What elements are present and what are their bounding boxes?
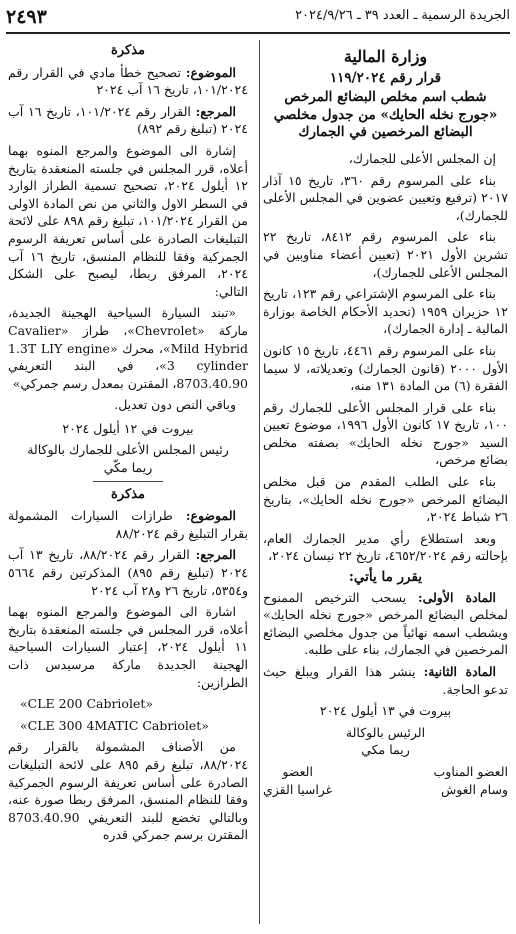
note-1-subject xyxy=(8,64,248,99)
alt-member-signature xyxy=(434,763,508,798)
column-divider xyxy=(259,40,260,924)
note-2-ref-text: القرار رقم ٨٨/٢٠٢٤، تاريخ ١٣ آب ٢٠٢٤ (تبليغ رقم ٨٩٥) المذكرتين رقم ٥٦٦٤ و٥٣٥٤، تاريخ ٢٦ و٢٨ آب ٢٠٢٤ xyxy=(8,547,248,598)
preamble-2: بناء على المرسوم رقم ٨٤١٢، تاريخ ٢٢ تشرين الأول ٢٠٢١ (تعيين أعضاء مناوبين في المجلس الأعلى للجمارك)، xyxy=(263,229,508,280)
preamble-7: وبعد استطلاع رأي مدير الجمارك العام، بإحالته رقم ٤٦٥٢/٢٠٢٤، تاريخ ٢٢ نيسان ٢٠٢٤، xyxy=(263,530,508,564)
left-column xyxy=(8,38,248,848)
note-1-quote: «تبند السيارة السياحية الهجينة الجديدة، ماركة «Chevrolet»، طراز «Cavalier Mild Hybrid»، محرك «1.3T LIY engine 3 cylinder»، في البند التعريفي 8703.40.90، المقترن بمعدل رسم جمركي» xyxy=(8,305,248,391)
member-name: غراسيا القزي xyxy=(263,781,333,797)
article-1-label: المادة الأولى: xyxy=(417,589,496,605)
note-2-tail: من الأصناف المشمولة بالقرار رقم ٨٨/٢٠٢٤، تبليغ رقم ٨٩٥ على لائحة التبليغات الصادرة على أساس تعريفة الرسوم الجمركية وفقا للنظام المنسق، المرفق ربطا صورة عنه، وبالتالي تخضع للبند التعريفي 8703.40.90 المقترن برسم جمركي قدره xyxy=(8,739,248,843)
note-1-subject-label: الموضوع: xyxy=(185,64,236,80)
running-title: الجريدة الرسمية ـ العدد ٣٩ ـ ٢٠٢٤/٩/٢٦ xyxy=(295,8,510,23)
decides-heading: يقرر ما يأتي: xyxy=(348,569,423,586)
preamble-3: بناء على المرسوم الإشتراعي رقم ١٢٣، تاريخ ١٢ حزيران ١٩٥٩ (تحديد الأحكام الخاصة بوزارة المالية ـ إدارة الجمارك)، xyxy=(263,286,508,337)
preamble-4: بناء على المرسوم رقم ٤٤٦١، تاريخ ١٥ كانون الأول ٢٠٠٠ (قانون الجمارك) وتعديلاته، لا سيما الفقرة (٦) من المادة ١٣١ منه، xyxy=(263,342,508,394)
decision-subject: شطب اسم مخلص البضائع المرخص «جورج نخله الحايك» من جدول مخلصي البضائع المرخصين في الجمارك xyxy=(273,89,498,141)
preamble-5: بناء على قرار المجلس الأعلى للجمارك رقم ١٠٠، تاريخ ١٧ كانون الأول ١٩٩٦، موضوع تعيين السيد «جورج نخله الحايك» بصفته مخلص بضائع مرخص، xyxy=(263,399,508,468)
decision-number: قرار رقم ١١٩/٢٠٢٤ xyxy=(329,69,442,86)
note-1-signer-name: ريما مكّي xyxy=(103,460,153,476)
page-number: ٢٤٩٣ xyxy=(6,6,47,28)
ministry-title: وزارة المالية xyxy=(343,47,428,66)
note-2-model-2: «CLE 300 4MATIC Cabriolet» xyxy=(20,717,209,733)
note-2-reference xyxy=(8,546,248,599)
note-2-ref-label: المرجع: xyxy=(195,547,236,563)
article-1 xyxy=(263,589,508,659)
note-2-subject-text: طرازات السيارات المشمولة بقرار التبليغ رقم ٨٨/٢٠٢٤ xyxy=(8,508,248,541)
article-2 xyxy=(263,663,508,698)
alt-member-name: وسام الغوش xyxy=(440,781,508,797)
note-1-ref-text: القرار رقم ١٠١/٢٠٢٤، تاريخ ١٦ آب ٢٠٢٤ (تبليغ رقم ٨٩٢) xyxy=(8,103,248,137)
note-2-subject xyxy=(8,507,248,542)
article-2-text: ينشر هذا القرار ويبلغ حيث تدعو الحاجة. xyxy=(263,664,508,697)
note-2-title: مذكرة xyxy=(111,486,145,502)
member-title: العضو xyxy=(282,763,313,779)
note-1-subject-text: تصحيح خطأ مادي في القرار رقم ١٠١/٢٠٢٤، تاريخ ١٦ آب ٢٠٢٤ xyxy=(8,64,248,98)
header-rule xyxy=(6,32,510,34)
article-2-label: المادة الثانية: xyxy=(423,664,496,679)
preamble-1: بناء على المرسوم رقم ٣٦٠، تاريخ ١٥ آذار ٢٠١٧ (ترفيع وتعيين عضوين في المجلس الأعلى للجمارك)، xyxy=(263,172,508,223)
note-1-reference xyxy=(8,103,248,138)
decision-date: بيروت في ١٣ أيلول ٢٠٢٤ xyxy=(319,703,452,719)
page-header xyxy=(6,6,510,32)
notes-separator xyxy=(93,481,163,482)
note-2-body: اشارة الى الموضوع والمرجع المنوه بهما أعلاه، قرر المجلس في جلسته المنعقدة بتاريخ ١١ أيلول ٢٠٢٤، إعتبار السيارات السياحية الهجينة الجديدة ماركة مرسيدس ذات الطرازين: xyxy=(8,604,249,690)
note-1-body: إشارة الى الموضوع والمرجع المنوه بهما أعلاه، قرر المجلس في جلسته المنعقدة بتاريخ ١٢ أيلول ٢٠٢٤، تصحيح تسمية الطراز الوارد في السطر الاول والثاني من نص المادة الاولى من القرار ١٠١/٢٠٢٤، تبليغ رقم ٨٩٨ على لائحة التبليغات الصادرة على أساس تعريفة الرسوم الجمركية وفقا للنظام المنسق، تاريخ ١٦ آب ٢٠٢٤، المرفق ربطا، ليصبح على الشكل التالي: xyxy=(8,142,249,299)
note-1-remainder: وباقي النص دون تعديل. xyxy=(114,397,236,413)
note-2-subject-label: الموضوع: xyxy=(185,508,236,524)
chair-title: الرئيس بالوكالة xyxy=(345,724,426,740)
right-column xyxy=(263,38,508,798)
note-2-model-1: «CLE 200 Cabriolet» xyxy=(20,696,154,712)
article-1-text: يسحب الترخيص الممنوح لمخلص البضائع المرخص «جورج نخله الحايك» ويشطب اسمه نهائياً من جدول مخلصي البضائع المرخصين في الجمارك، بناء على طلبه. xyxy=(263,589,508,658)
member-signature xyxy=(263,763,332,798)
note-1-date: بيروت في ١٢ أيلول ٢٠٢٤ xyxy=(62,420,194,436)
chair-name: ريما مكي xyxy=(361,742,410,758)
preamble-6: بناء على الطلب المقدم من قبل مخلص البضائع المرخص «جورج نخله الحايك»، بتاريخ ٢٦ شباط ٢٠٢٤، xyxy=(263,474,508,525)
note-1-title: مذكرة xyxy=(111,43,145,58)
note-1-signer-title: رئيس المجلس الأعلى للجمارك بالوكالة xyxy=(27,442,229,458)
members-signatures xyxy=(263,763,508,798)
preamble-council: إن المجلس الأعلى للجمارك، xyxy=(348,150,496,166)
note-1-ref-label: المرجع: xyxy=(195,103,237,119)
alt-member-title: العضو المناوب xyxy=(433,763,508,779)
